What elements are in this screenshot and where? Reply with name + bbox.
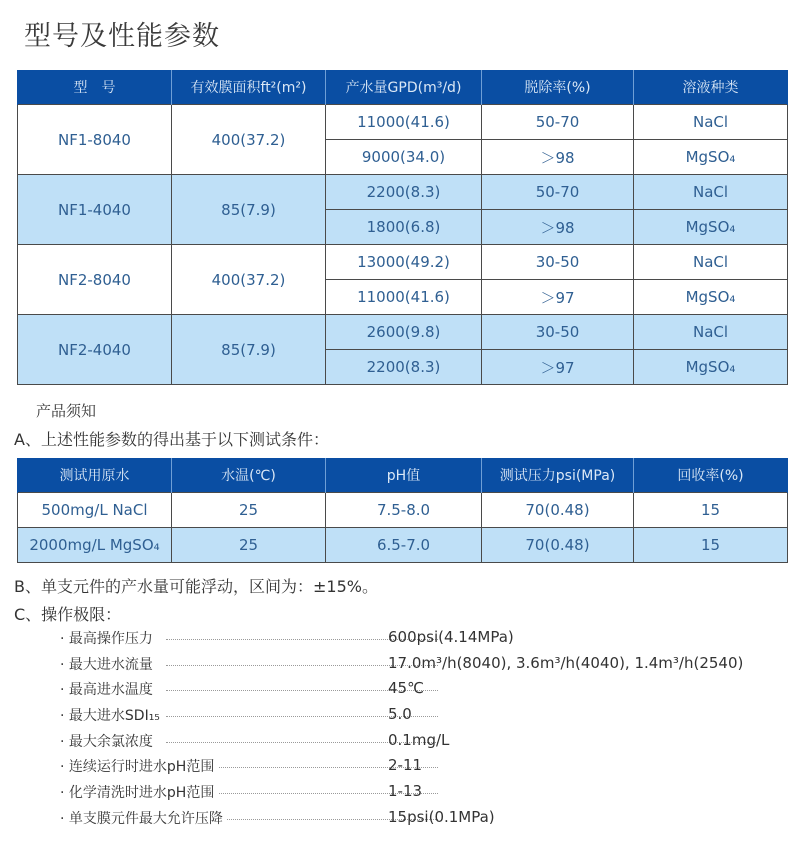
table-row xyxy=(18,245,788,280)
limit-label: · 连续运行时进水pH范围 xyxy=(60,756,218,776)
flow-cell: 2600(9.8) xyxy=(326,315,482,350)
rejection-cell: ＞97 xyxy=(482,280,634,315)
limit-value: 15psi(0.1MPa) xyxy=(388,807,495,826)
model-cell: NF2-8040 xyxy=(18,245,172,315)
header-flow: 产水量GPD(m³/d) xyxy=(326,70,482,105)
limit-label: · 最大进水流量 xyxy=(60,654,157,674)
rejection-cell: ＞98 xyxy=(482,210,634,245)
table-row xyxy=(18,528,788,563)
header-area: 有效膜面积ft²(m²) xyxy=(172,70,326,105)
temperature-cell: 25 xyxy=(172,493,326,528)
table-row xyxy=(18,105,788,140)
model-cell: NF2-4040 xyxy=(18,315,172,385)
limit-value: 45℃ xyxy=(388,679,424,698)
flow-cell: 11000(41.6) xyxy=(326,105,482,140)
flow-cell: 13000(49.2) xyxy=(326,245,482,280)
model-performance-table xyxy=(17,70,788,385)
header-rejection: 脱除率(%) xyxy=(482,70,634,105)
temperature-cell: 25 xyxy=(172,528,326,563)
test-conditions-table xyxy=(17,458,788,563)
flow-cell: 2200(8.3) xyxy=(326,175,482,210)
header-model: 型 号 xyxy=(18,70,172,105)
limit-value: 0.1mg/L xyxy=(388,730,450,749)
flow-cell: 1800(6.8) xyxy=(326,210,482,245)
limit-label: · 化学清洗时进水pH范围 xyxy=(60,782,218,802)
header-ph: pH值 xyxy=(326,458,482,493)
header-solution: 溶液种类 xyxy=(634,70,788,105)
notice-a: A、上述性能参数的得出基于以下测试条件： xyxy=(14,430,329,449)
solution-cell: NaCl xyxy=(634,315,788,350)
limit-label: · 最高进水温度 xyxy=(60,679,157,699)
header-pressure: 测试压力psi(MPa) xyxy=(482,458,634,493)
rejection-cell: 50-70 xyxy=(482,105,634,140)
rejection-cell: 50-70 xyxy=(482,175,634,210)
table-row xyxy=(18,315,788,350)
limit-label: · 最大余氯浓度 xyxy=(60,731,157,751)
limit-value: 5.0 xyxy=(388,705,412,724)
pressure-cell: 70(0.48) xyxy=(482,493,634,528)
solution-cell: MgSO₄ xyxy=(634,140,788,175)
table-header-row xyxy=(18,458,788,493)
header-feed-water: 测试用原水 xyxy=(18,458,172,493)
flow-cell: 9000(34.0) xyxy=(326,140,482,175)
rejection-cell: ＞98 xyxy=(482,140,634,175)
page-title: 型号及性能参数 xyxy=(24,21,220,52)
solution-cell: MgSO₄ xyxy=(634,210,788,245)
table-header-row xyxy=(18,70,788,105)
limit-label: · 最高操作压力 xyxy=(60,628,157,648)
limit-value: 1-13 xyxy=(388,782,423,801)
limit-label: · 最大进水SDI₁₅ xyxy=(60,705,164,725)
solution-cell: NaCl xyxy=(634,105,788,140)
table-row xyxy=(18,493,788,528)
limit-label: · 单支膜元件最大允许压降 xyxy=(60,808,227,828)
pressure-cell: 70(0.48) xyxy=(482,528,634,563)
header-recovery: 回收率(%) xyxy=(634,458,788,493)
rejection-cell: 30-50 xyxy=(482,245,634,280)
header-temperature: 水温(℃) xyxy=(172,458,326,493)
limit-value: 2-11 xyxy=(388,756,423,775)
recovery-cell: 15 xyxy=(634,528,788,563)
ph-cell: 7.5-8.0 xyxy=(326,493,482,528)
feed-water-cell: 500mg/L NaCl xyxy=(18,493,172,528)
notice-c: C、操作极限： xyxy=(14,605,122,624)
solution-cell: NaCl xyxy=(634,245,788,280)
table-row xyxy=(18,175,788,210)
limit-value: 600psi(4.14MPa) xyxy=(388,628,514,646)
area-cell: 400(37.2) xyxy=(172,105,326,175)
limit-value: 17.0m³/h(8040), 3.6m³/h(4040), 1.4m³/h(2540) xyxy=(388,653,744,672)
recovery-cell: 15 xyxy=(634,493,788,528)
flow-cell: 11000(41.6) xyxy=(326,280,482,315)
area-cell: 85(7.9) xyxy=(172,315,326,385)
notice-b: B、单支元件的产水量可能浮动，区间为：±15%。 xyxy=(14,577,378,596)
area-cell: 85(7.9) xyxy=(172,175,326,245)
flow-cell: 2200(8.3) xyxy=(326,350,482,385)
area-cell: 400(37.2) xyxy=(172,245,326,315)
rejection-cell: 30-50 xyxy=(482,315,634,350)
solution-cell: MgSO₄ xyxy=(634,280,788,315)
solution-cell: MgSO₄ xyxy=(634,350,788,385)
notice-heading: 产品须知 xyxy=(36,402,97,420)
rejection-cell: ＞97 xyxy=(482,350,634,385)
model-cell: NF1-4040 xyxy=(18,175,172,245)
solution-cell: NaCl xyxy=(634,175,788,210)
feed-water-cell: 2000mg/L MgSO₄ xyxy=(18,528,172,563)
ph-cell: 6.5-7.0 xyxy=(326,528,482,563)
model-cell: NF1-8040 xyxy=(18,105,172,175)
